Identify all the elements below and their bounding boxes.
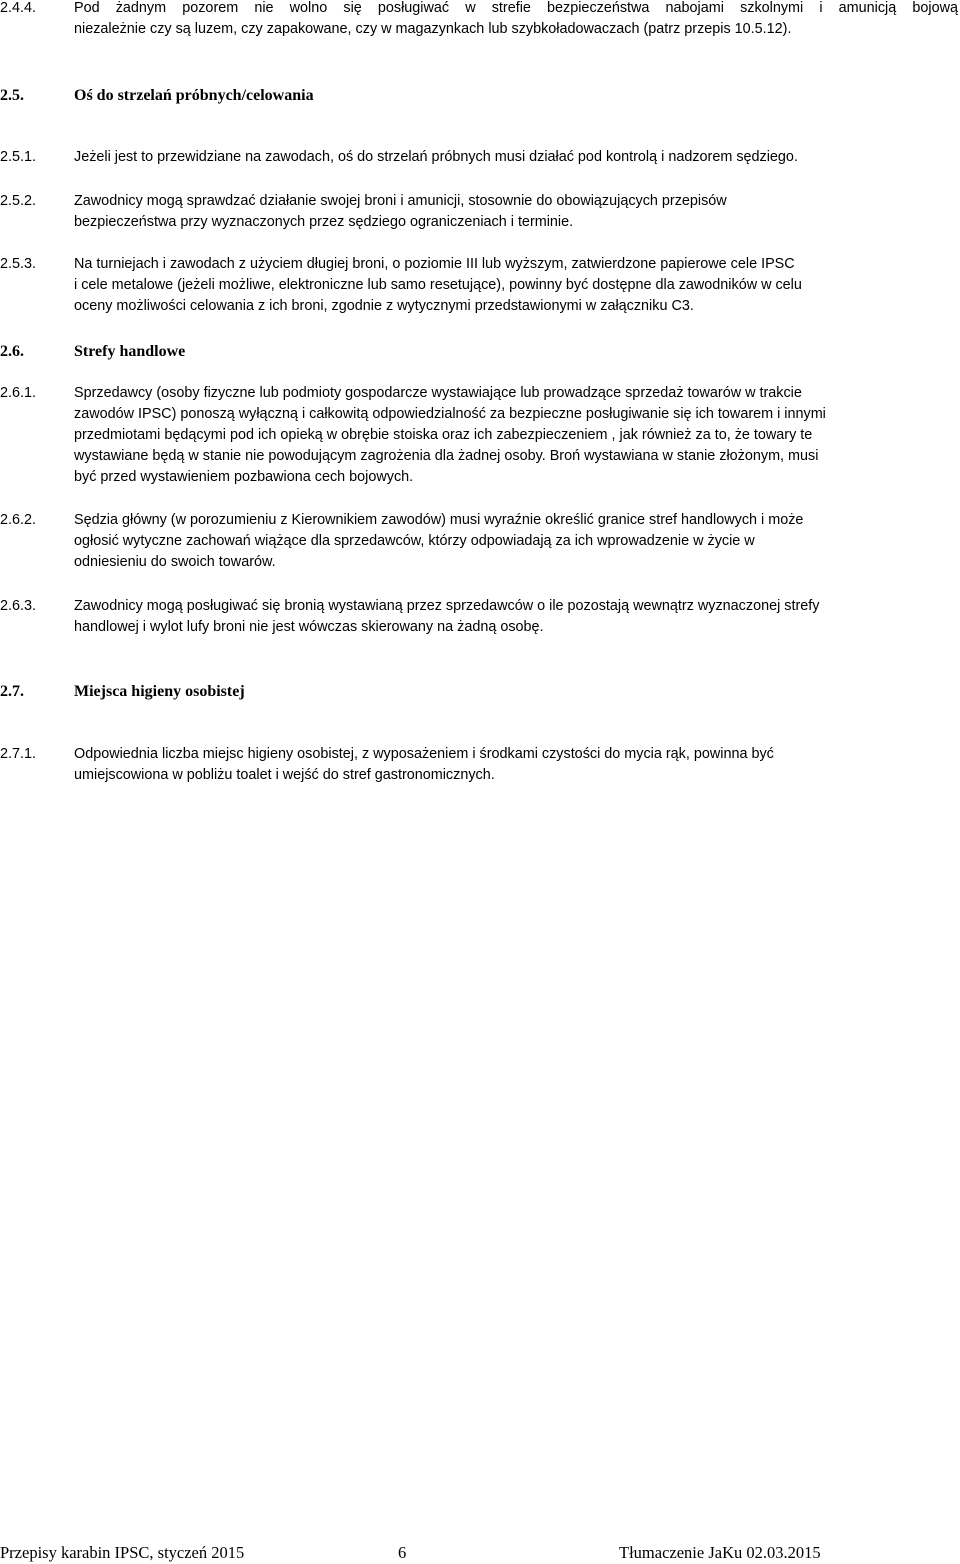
text-line: niezależnie czy są luzem, czy zapakowane, czy w magazynkach lub szybkoładowaczach (patrz przepis 10.5.12). [74, 21, 792, 37]
text-line: Zawodnicy mogą sprawdzać działanie swojej broni i amunicji, stosownie do obowiązujących przepisów [74, 193, 727, 209]
text-line: oceny możliwości celowania z ich broni, zgodnie z wytycznymi przedstawionymi w załączniku C3. [74, 298, 694, 314]
clause-number: 2.6.3. [0, 598, 37, 614]
text-line: umiejscowiona w pobliżu toalet i wejść do stref gastronomicznych. [74, 767, 495, 783]
text-line: Sprzedawcy (osoby fizyczne lub podmioty gospodarcze wystawiające lub prowadzące sprzedaż towarów w trakcie [74, 385, 802, 401]
clause-number: 2.6.2. [0, 512, 37, 528]
text-line: i cele metalowe (jeżeli możliwe, elektroniczne lub samo resetujące), powinny być dostępne dla zawodników w celu [74, 277, 802, 293]
clause-number: 2.4.4. [0, 0, 37, 16]
text-line: Jeżeli jest to przewidziane na zawodach, oś do strzelań próbnych musi działać pod kontrolą i nadzorem sędziego. [74, 149, 798, 165]
text-line: przedmiotami będącymi pod ich opieką w obrębie stoiska oraz ich zabezpieczeniem , jak również za to, że towary te [74, 427, 813, 443]
text-line: Odpowiednia liczba miejsc higieny osobistej, z wyposażeniem i środkami czystości do mycia rąk, powinna być [74, 746, 774, 762]
clause-text [74, 147, 958, 168]
text-line: zawodów IPSC) ponoszą wyłączną i całkowitą odpowiedzialność za bezpieczne posługiwanie się ich towarem i innymi [74, 406, 826, 422]
section-number: 2.7. [0, 683, 24, 700]
section-number: 2.6. [0, 343, 24, 360]
clause-text [74, 596, 958, 638]
section-title: Oś do strzelań próbnych/celowania [74, 87, 314, 104]
clause-number: 2.5.1. [0, 149, 37, 165]
text-line: Sędzia główny (w porozumieniu z Kierownikiem zawodów) musi wyraźnie określić granice stref handlowych i może [74, 512, 804, 528]
section-title: Strefy handlowe [74, 343, 186, 360]
text-line: ogłosić wytyczne zachowań wiążące dla sprzedawców, którzy odpowiadają za ich wprowadzenie w życie w [74, 533, 755, 549]
clause-number: 2.7.1. [0, 746, 37, 762]
footer-page-number: 6 [398, 1543, 407, 1562]
text-line: być przed wystawieniem pozbawiona cech bojowych. [74, 469, 414, 485]
clause-text [74, 254, 958, 317]
section-title: Miejsca higieny osobistej [74, 683, 245, 700]
clause-text [74, 383, 958, 488]
footer-document-title: Przepisy karabin IPSC, styczeń 2015 [0, 1543, 245, 1562]
page-footer [0, 1542, 960, 1564]
text-line: Na turniejach i zawodach z użyciem długiej broni, o poziomie III lub wyższym, zatwierdzone papierowe cele IPSC [74, 256, 795, 272]
clause-text [74, 191, 958, 233]
section-number: 2.5. [0, 87, 24, 104]
text-line: odniesieniu do swoich towarów. [74, 554, 276, 570]
text-line: Zawodnicy mogą posługiwać się bronią wystawianą przez sprzedawców o ile pozostają wewnątrz wyznaczonej strefy [74, 598, 820, 614]
text-line: wystawiane będą w stanie nie powodującym zagrożenia dla żadnej osoby. Broń wystawiana w stanie złożonym, musi [74, 448, 819, 464]
clause-text [74, 510, 958, 573]
clause-number: 2.5.3. [0, 256, 37, 272]
footer-translation-note: Tłumaczenie JaKu 02.03.2015 [619, 1543, 821, 1562]
clause-text [74, 0, 958, 40]
text-line: Pod żadnym pozorem nie wolno się posługiwać w strefie bezpieczeństwa nabojami szkolnymi i amunicją bojową [74, 0, 958, 16]
clause-number: 2.5.2. [0, 193, 37, 209]
clause-text [74, 744, 958, 786]
text-line: bezpieczeństwa przy wyznaczonych przez sędziego ograniczeniach i terminie. [74, 214, 574, 230]
text-line: handlowej i wylot lufy broni nie jest wówczas skierowany na żadną osobę. [74, 619, 544, 635]
clause-number: 2.6.1. [0, 385, 37, 401]
